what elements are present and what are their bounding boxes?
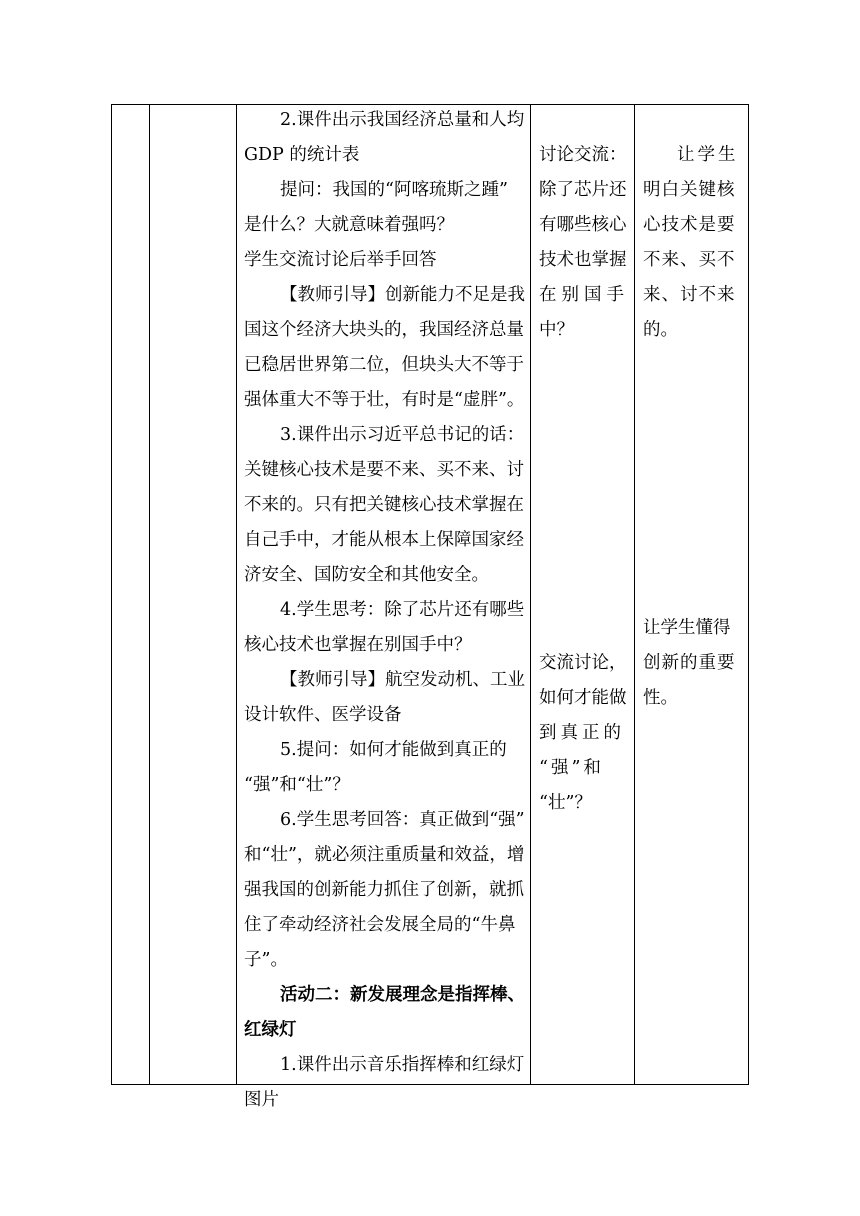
text-line: 2.课件出示我国经济总量和人均 [280, 110, 525, 130]
student-activity-cell-b [539, 646, 628, 821]
text-line: 和“壮”，就必须注重质量和效益，增 [244, 845, 525, 865]
text-line: 提问：我国的“阿喀琉斯之踵” [280, 180, 508, 200]
text-line: 明白关键核 [643, 180, 736, 200]
text-line: 4.学生思考：除了芯片还有哪些 [280, 600, 525, 620]
text-line: 住了牵动经济社会发展全局的“牛鼻 [244, 915, 516, 935]
column-divider-3 [530, 104, 531, 1085]
text-line: GDP 的统计表 [244, 145, 360, 165]
text-line: 来、讨不来 [643, 285, 736, 305]
text-line: 国这个经济大块头的，我国经济总量 [244, 320, 524, 340]
text-line: 中？ [539, 320, 574, 340]
text-line: 让学生 [677, 145, 739, 165]
text-line: 创新的重要 [643, 653, 736, 673]
text-line: 不来的。只有把关键核心技术掌握在 [244, 495, 524, 515]
text-line: 有哪些核心 [539, 215, 627, 235]
text-line: 已稳居世界第二位，但块头大不等于 [244, 355, 524, 375]
table-border-left [111, 104, 112, 1085]
text-line: 交流讨论， [539, 653, 627, 673]
text-line: 强我国的创新能力抓住了创新，就抓 [244, 880, 524, 900]
text-line: 3.课件出示习近平总书记的话： [280, 425, 525, 445]
text-line: 图片 [244, 1090, 279, 1110]
text-line: 性。 [643, 688, 678, 708]
design-intent-cell-a [643, 138, 742, 348]
column-divider-4 [634, 104, 635, 1085]
text-line: 6.学生思考回答：真正做到“强” [280, 810, 525, 830]
text-line: “强”和 [539, 758, 604, 778]
table-border-right [748, 104, 749, 1085]
text-line: 【教师引导】创新能力不足是我 [280, 285, 525, 305]
text-line: 学生交流讨论后举手回答 [244, 250, 437, 270]
text-line: 不来、买不 [643, 250, 736, 270]
text-line [539, 278, 628, 313]
text-line: 到真正的 [539, 723, 625, 743]
text-line: “壮”？ [539, 793, 592, 813]
text-line: 如何才能做 [539, 688, 627, 708]
text-line: 讨论交流： [539, 145, 627, 165]
text-line: 1.课件出示音乐指挥棒和红绿灯 [280, 1055, 525, 1075]
text-line: 子”。 [244, 950, 288, 970]
text-line: 核心技术也掌握在别国手中？ [244, 635, 472, 655]
text-line: 除了芯片还 [539, 180, 627, 200]
text-line: 5.提问：如何才能做到真正的 [280, 740, 507, 760]
text-line: 济安全、国防安全和其他安全。 [244, 565, 489, 585]
text-line: 的。 [643, 320, 678, 340]
text-line: 关键核心技术是要不来、买不来、讨 [244, 460, 524, 480]
text-line: 让学生懂得 [643, 618, 731, 638]
teaching-process-cell [244, 103, 524, 1118]
activity-heading: 活动二：新发展理念是指挥棒、 [280, 985, 525, 1005]
text-line: 技术也掌握 [539, 250, 627, 270]
text-line: 自己手中，才能从根本上保障国家经 [244, 530, 524, 550]
text-line: “强”和“壮”？ [244, 775, 350, 795]
text-line: 设计软件、医学设备 [244, 705, 402, 725]
text-line: 强体重大不等于壮，有时是“虚胖”。 [244, 390, 525, 410]
student-activity-cell-a [539, 138, 628, 348]
design-intent-cell-b [643, 611, 742, 716]
text-line: 是什么？大就意味着强吗？ [244, 215, 454, 235]
text-line: 【教师引导】航空发动机、工业 [280, 670, 525, 690]
column-divider-1 [149, 104, 150, 1085]
activity-heading-cont: 红绿灯 [244, 1020, 297, 1040]
justified-text: 在别国手 [539, 285, 629, 305]
column-divider-2 [236, 104, 237, 1085]
text-line: 心技术是要 [643, 215, 736, 235]
